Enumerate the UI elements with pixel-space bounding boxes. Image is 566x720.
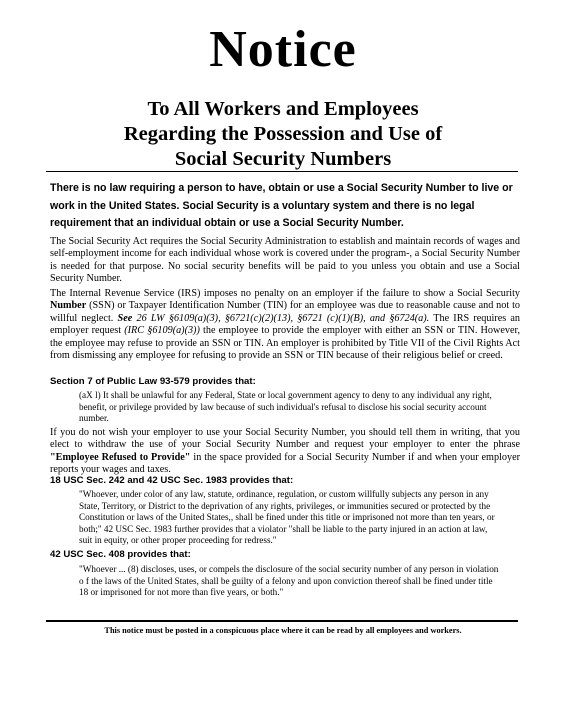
usc242-heading: 18 USC Sec. 242 and 42 USC Sec. 1983 provides that: bbox=[50, 475, 294, 486]
footer-divider bbox=[46, 620, 518, 622]
paragraph-withdraw-part-1: If you do not wish your employer to use your Social Security Number, you should tell them in writing, that you elect to withdraw the use of your Social Security Number and request your employer to enter the phrase bbox=[50, 427, 520, 451]
usc408-heading: 42 USC Sec. 408 provides that: bbox=[50, 549, 191, 560]
employee-refused-phrase: "Employee Refused to Provide" bbox=[50, 451, 191, 463]
paragraph-irs-part-3: The IRS requires an employer request bbox=[50, 312, 520, 337]
lead-statement: There is no law requiring a person to have, obtain or use a Social Security Number to live or work in the United States. Social Security is a voluntary system and there is no legal requirement that an individual obtain or use a Social Security Number. bbox=[50, 182, 513, 229]
paragraph-withdraw-ssn bbox=[50, 427, 520, 477]
subtitle-line-3: Social Security Numbers bbox=[174, 148, 392, 170]
paragraph-social-security-act: The Social Security Act requires the Social Security Administration to establish and maintain records of wages and self-employment income for each individual whose work is covered under the program-, a Social Security Number is needed for that purpose. No social security benefits will be paid to you unless you obtain and use a Social Security Number. bbox=[50, 236, 520, 285]
usc408-quote: "Whoever ... (8) discloses, uses, or compels the disclosure of the social security number of any person in violation o f the laws of the United States, shall be guilty of a felony and upon conviction thereof shall be fined under title 18 or imprisoned for not more than five years, or both." bbox=[79, 564, 499, 598]
section7-quote: (aX l) It shall be unlawful for any Federal, State or local government agency to deny to any individual any right, benefit, or privilege provided by law because of such individual's refusal to disclose his social security account number. bbox=[79, 390, 492, 424]
paragraph-irs-part-1: The Internal Revenue Service (IRS) imposes no penalty on an employer if the failure to show a Social Security bbox=[50, 288, 520, 299]
section7-heading: Section 7 of Public Law 93-579 provides that: bbox=[50, 376, 256, 387]
posting-notice-footer: This notice must be posted in a conspicuous place where it can be read by all employees and workers. bbox=[104, 626, 462, 635]
header-divider bbox=[46, 171, 518, 172]
paragraph-withdraw-part-2: in the space provided for a Social Security Number if and when your employer reports your wages and taxes. bbox=[50, 451, 520, 476]
paragraph-irs bbox=[50, 288, 520, 362]
paragraph-irs-part-4: the employee to provide the employer with either an SSN or TIN. However, the employee may refuse to provide an SSN or TIN. An employer is prohibited by Title VII of the Civil Rights Act from dismissing any employee for refusing to provide an SSN or TIN because of their religious belief or creed. bbox=[50, 325, 521, 362]
notice-title: Notice bbox=[209, 21, 357, 78]
paragraph-irs-see: See bbox=[117, 312, 133, 324]
paragraph-irs-citation-1: 26 LW §6109(a)(3), §6721(c)(2)(13), §6721 (c)(1)(B), and §6724(a). bbox=[132, 312, 430, 324]
subtitle-line-2: Regarding the Possession and Use of bbox=[123, 123, 443, 145]
paragraph-irs-citation-2: (IRC §6109(a)(3)) bbox=[124, 325, 200, 337]
paragraph-irs-number: Number bbox=[50, 300, 87, 312]
usc242-quote: "Whoever, under color of any law, statute, ordinance, regulation, or custom willfully subjects any person in any State, Territory, or District to the deprivation of any rights, privileges, or immunities secured or protected by the Constitution or laws of the United States,, shall be fined under this title or imprisoned not more than ten years, or both;" 42 USC Sec. 1983 further provides that a violator "shall be liable to the party injured in an action at law, suit in equity, or other proper proceeding for redress." bbox=[79, 489, 495, 546]
notice-subtitle bbox=[0, 97, 566, 172]
subtitle-line-1: To All Workers and Employees bbox=[147, 98, 419, 120]
paragraph-irs-part-2: (SSN) or Taxpayer Identification Number (TIN) for an employee was due to reasonable cause and not to willful neglect. bbox=[50, 300, 520, 324]
